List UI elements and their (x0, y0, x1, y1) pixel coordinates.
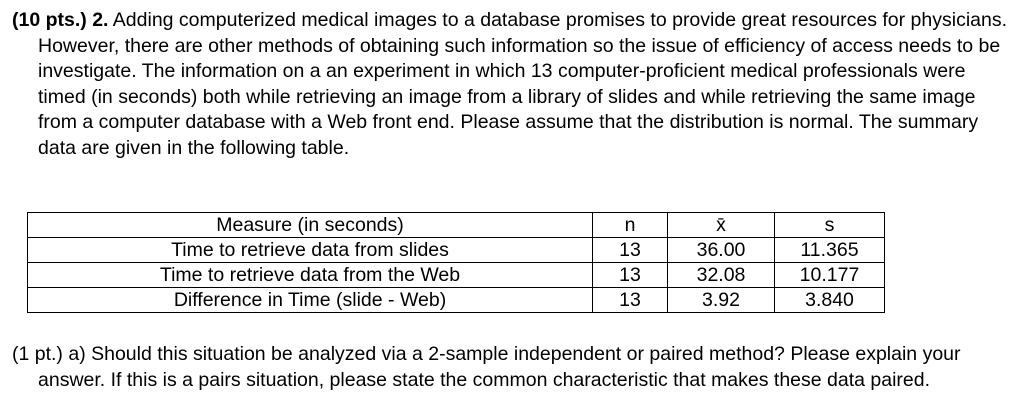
table-header-row (28, 213, 885, 238)
problem-statement (12, 8, 1012, 161)
cell-n: 13 (593, 288, 668, 313)
header-s: s (775, 213, 885, 238)
problem-points: (10 pts.) (12, 9, 87, 31)
cell-s: 3.840 (775, 288, 885, 313)
cell-measure: Time to retrieve data from the Web (28, 263, 593, 288)
table-row (28, 288, 885, 313)
cell-n: 13 (593, 238, 668, 263)
problem-text: Adding computerized medical images to a database promises to provide great resources for physicians. However, there are other methods of obtaining such information so the issue of efficiency of access needs to be investigate. The information on a an experiment in which 13 computer-proficient medical professionals were timed (in seconds) both while retrieving an image from a library of slides and while retrieving the same image from a computer database with a Web front end. Please assume that the distribution is normal. The summary data are given in the following table. (38, 9, 1008, 159)
cell-mean: 3.92 (668, 288, 775, 313)
cell-n: 13 (593, 263, 668, 288)
cell-mean: 32.08 (668, 263, 775, 288)
header-n: n (593, 213, 668, 238)
header-measure: Measure (in seconds) (28, 213, 593, 238)
cell-mean: 36.00 (668, 238, 775, 263)
summary-table (27, 212, 885, 313)
cell-s: 10.177 (775, 263, 885, 288)
part-a-question (12, 342, 1012, 393)
table-row (28, 238, 885, 263)
part-a-text: (1 pt.) a) Should this situation be analyzed via a 2-sample independent or paired method? Please explain your answer. If this is a pairs situation, please state the common characteristic that makes these data paired. (12, 343, 961, 391)
cell-measure: Time to retrieve data from slides (28, 238, 593, 263)
problem-paragraph (12, 8, 1012, 161)
problem-number: 2. (92, 9, 109, 31)
cell-measure: Difference in Time (slide - Web) (28, 288, 593, 313)
cell-s: 11.365 (775, 238, 885, 263)
table-row (28, 263, 885, 288)
header-mean: x̄ (668, 213, 775, 238)
